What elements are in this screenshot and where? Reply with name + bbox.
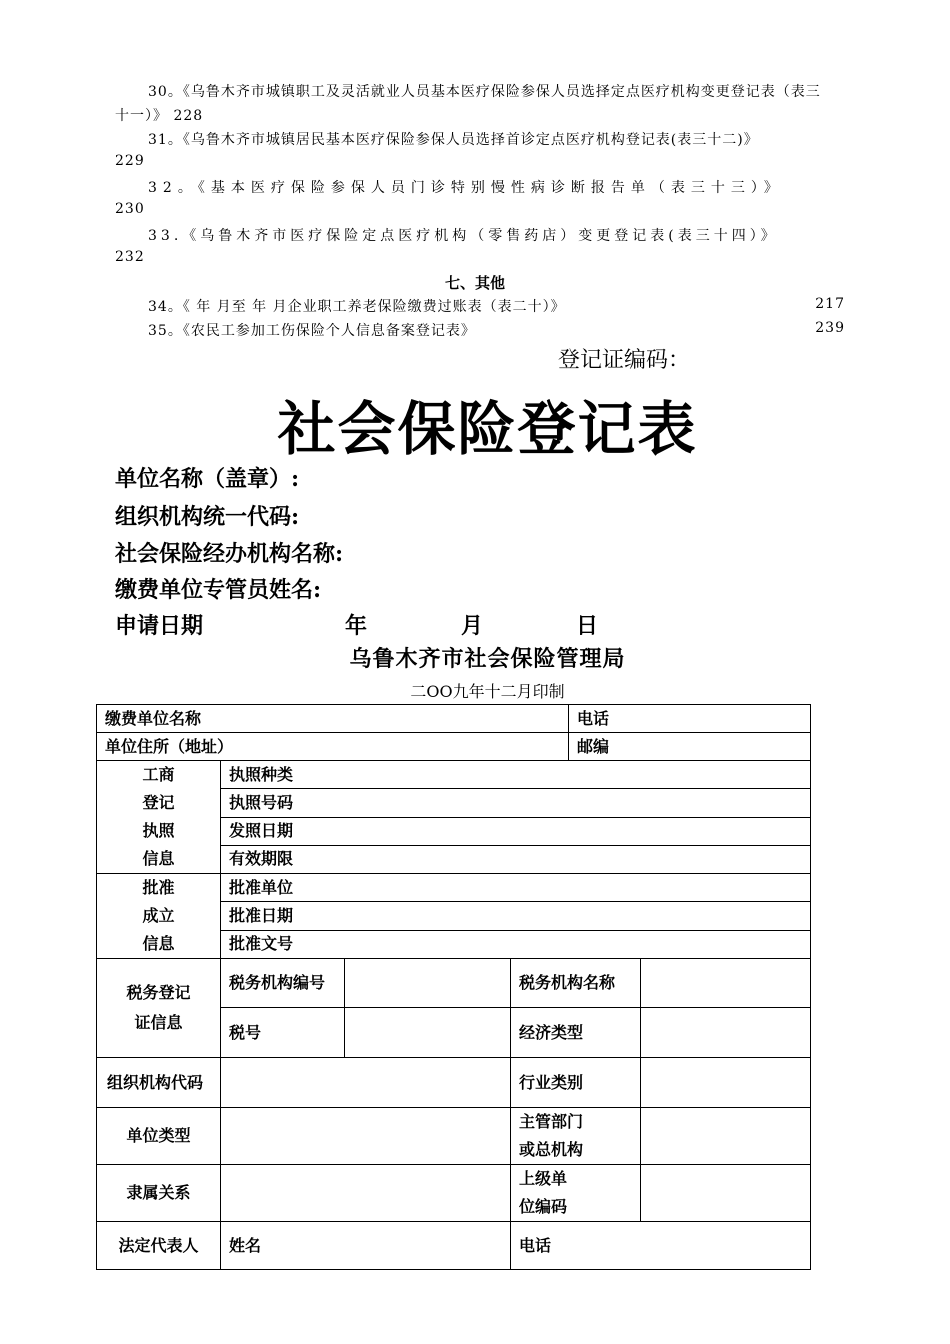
unit-type-label: 单位类型 xyxy=(97,1108,221,1165)
parent-code-value[interactable] xyxy=(641,1165,811,1222)
unit-name-label: 单位名称（盖章）: xyxy=(115,466,300,492)
economic-type-label: 经济类型 xyxy=(511,1008,641,1058)
supervisor-label xyxy=(511,1108,641,1165)
toc-item-31-line2: 229 xyxy=(115,153,145,169)
toc-item-35-page: 239 xyxy=(815,320,845,336)
approval-group-label xyxy=(97,874,221,959)
section-heading-other: 七、其他 xyxy=(444,274,505,292)
license-type-label: 执照种类 xyxy=(221,761,811,789)
supervisor-value[interactable] xyxy=(641,1108,811,1165)
economic-type-value[interactable] xyxy=(641,1008,811,1058)
registration-table xyxy=(96,704,811,1270)
unit-type-value[interactable] xyxy=(221,1108,511,1165)
form-title: 社会保险登记表 xyxy=(277,395,698,463)
approval-group-line: 成立 xyxy=(142,906,175,925)
postcode-label: 邮编 xyxy=(569,733,811,761)
apply-date-label: 申请日期 xyxy=(115,613,204,639)
tax-office-number-value[interactable] xyxy=(345,959,511,1008)
business-group-line: 信息 xyxy=(142,849,175,868)
org-code-value[interactable] xyxy=(221,1058,511,1108)
phone-label: 电话 xyxy=(569,705,811,733)
approval-unit-label: 批准单位 xyxy=(221,874,811,902)
rep-name-label: 姓名 xyxy=(221,1222,511,1270)
business-group-line: 工商 xyxy=(142,765,175,784)
apply-month-label: 月 xyxy=(461,613,484,639)
toc-item-34-page: 217 xyxy=(815,296,845,312)
registration-number-label: 登记证编码： xyxy=(558,348,691,373)
license-validity-label: 有效期限 xyxy=(221,845,811,873)
tax-office-name-value[interactable] xyxy=(641,959,811,1008)
apply-year-label: 年 xyxy=(345,613,368,639)
apply-day-label: 日 xyxy=(576,613,599,639)
approval-group-line: 批准 xyxy=(142,878,175,897)
affiliation-label: 隶属关系 xyxy=(97,1165,221,1222)
toc-item-30-line2: 十一）》 228 xyxy=(115,108,204,124)
officer-name-label: 缴费单位专管员姓名: xyxy=(115,577,322,603)
parent-code-line: 位编码 xyxy=(519,1197,568,1216)
toc-item-30-line1: 30。《乌鲁木齐市城镇职工及灵活就业人员基本医疗保险参保人员选择定点医疗机构变更登记表（表三 xyxy=(148,84,821,100)
address-label: 单位住所（地址） xyxy=(97,733,569,761)
org-code-label: 组织机构统一代码: xyxy=(115,504,300,530)
tax-number-value[interactable] xyxy=(345,1008,511,1058)
business-group-line: 登记 xyxy=(142,793,175,812)
parent-code-line: 上级单 xyxy=(519,1169,568,1188)
issuer-name: 乌鲁木齐市社会保险管理局 xyxy=(349,646,626,672)
print-date: 二OO九年十二月印制 xyxy=(410,682,565,701)
license-number-label: 执照号码 xyxy=(221,789,811,817)
toc-item-33-line1: 33.《乌鲁木齐市医疗保险定点医疗机构（零售药店）变更登记表(表三十四）》 xyxy=(148,228,779,244)
toc-item-32-line1: 32。《基本医疗保险参保人员门诊特别慢性病诊断报告单（表三十三）》 xyxy=(148,180,784,196)
tax-office-number-label: 税务机构编号 xyxy=(221,959,345,1008)
tax-registration-group-label xyxy=(97,959,221,1058)
legal-representative-label: 法定代表人 xyxy=(97,1222,221,1270)
toc-item-35 xyxy=(148,320,845,340)
tax-office-name-label: 税务机构名称 xyxy=(511,959,641,1008)
supervisor-line: 或总机构 xyxy=(519,1140,584,1159)
industry-value[interactable] xyxy=(641,1058,811,1108)
pay-unit-name-label: 缴费单位名称 xyxy=(97,705,569,733)
approval-group-line: 信息 xyxy=(142,934,175,953)
agency-name-label: 社会保险经办机构名称: xyxy=(115,541,344,567)
tax-group-line: 税务登记 xyxy=(126,983,191,1002)
approval-date-label: 批准日期 xyxy=(221,902,811,930)
toc-item-34 xyxy=(148,296,845,316)
industry-label: 行业类别 xyxy=(511,1058,641,1108)
tax-group-line: 证信息 xyxy=(134,1013,183,1032)
parent-code-label xyxy=(511,1165,641,1222)
toc-item-32-line2: 230 xyxy=(115,201,145,217)
org-code-cell-label: 组织机构代码 xyxy=(97,1058,221,1108)
toc-item-35-text: 35。《农民工参加工伤保险个人信息备案登记表》 xyxy=(148,323,476,339)
affiliation-value[interactable] xyxy=(221,1165,511,1222)
toc-item-34-text: 34。《 年 月至 年 月企业职工养老保险缴费过账表（表二十）》 xyxy=(148,299,566,315)
business-group-line: 执照 xyxy=(142,821,175,840)
toc-item-31-line1: 31。《乌鲁木齐市城镇居民基本医疗保险参保人员选择首诊定点医疗机构登记表(表三十二)》 xyxy=(148,132,759,148)
license-issue-date-label: 发照日期 xyxy=(221,817,811,845)
tax-number-label: 税号 xyxy=(221,1008,345,1058)
supervisor-line: 主管部门 xyxy=(519,1112,584,1131)
rep-phone-label: 电话 xyxy=(511,1222,811,1270)
approval-doc-number-label: 批准文号 xyxy=(221,930,811,958)
business-license-group-label xyxy=(97,761,221,874)
toc-item-33-line2: 232 xyxy=(115,249,145,265)
